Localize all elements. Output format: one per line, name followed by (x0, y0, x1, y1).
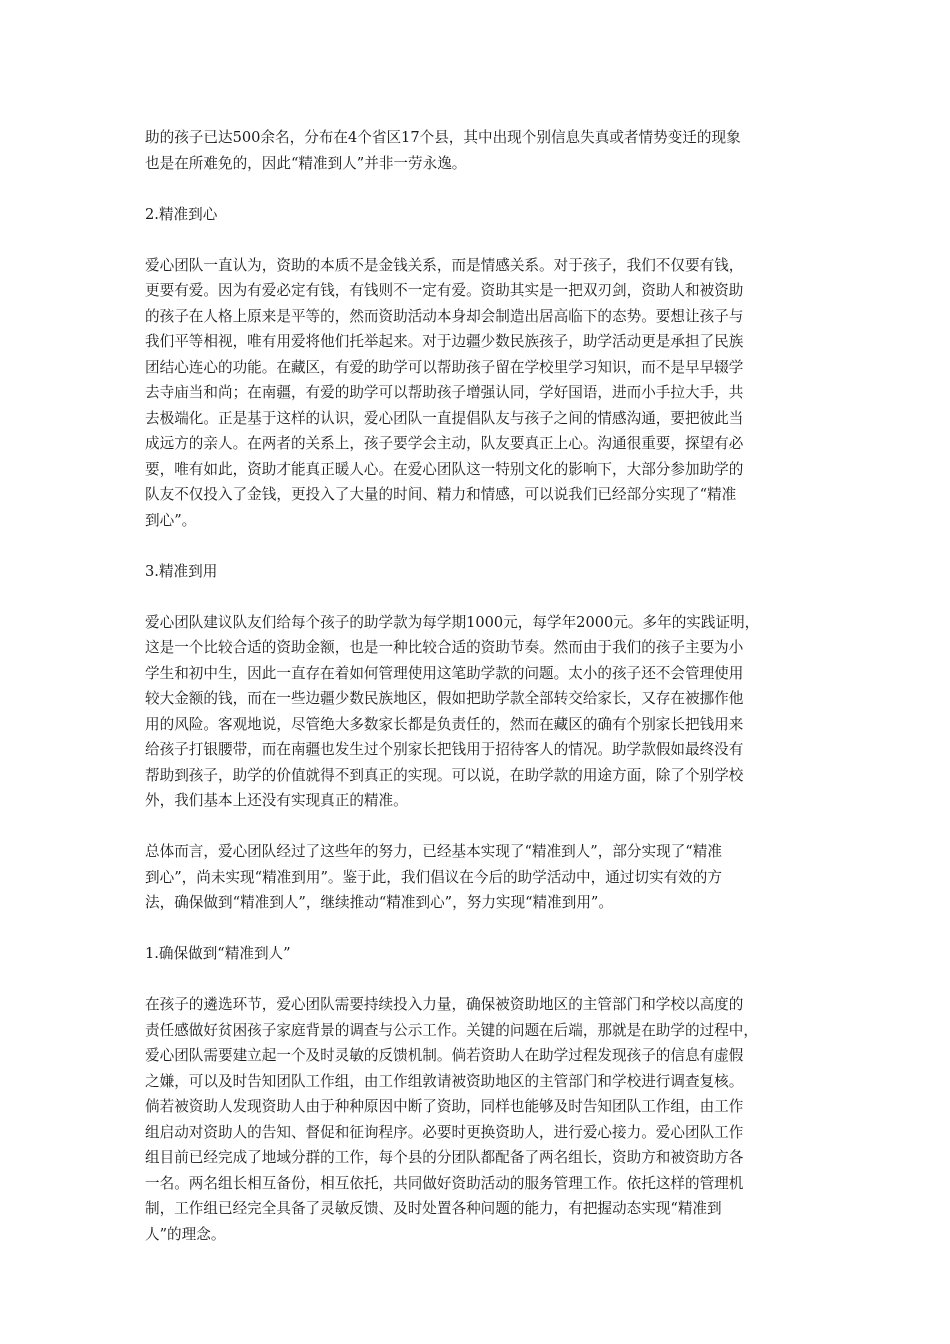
section-heading-precise-to-heart: 2.精准到心 (145, 205, 218, 223)
paragraph-precise-to-use: 爱心团队建议队友们给每个孩子的助学款为每学期1000元，每学年2000元。多年的实践证明， 这是一个比较合适的资助金额，也是一种比较合适的资助节奏。然而由于我们的孩子主要为小 学生和初中生，因此一直存在着如何管理使用这笔助学款的问题。太小的孩子还不会管理使用 较大金额的钱，而在一些边疆少数民族地区，假如把助学款全部转交给家长，又存在被挪作他 用的风险。客观地说，尽管绝大多数家长都是负责任的，然而在藏区的确有个别家长把钱用来 给孩子打银腰带，而在南疆也发生过个别家长把钱用于招待客人的情况。助学款假如最终没有 帮助到孩子，助学的价值就得不到真正的实现。可以说，在助学款的用途方面，除了个别学校 外，我们基本上还没有实现真正的精准。 (145, 613, 760, 809)
paragraph-summary: 总体而言，爱心团队经过了这些年的努力，已经基本实现了“精准到人”，部分实现了“精准 到心”，尚未实现“精准到用”。鉴于此，我们倡议在今后的助学活动中，通过切实有效的方 法，确保做到“精准到人”，继续推动“精准到心”，努力实现“精准到用”。 (145, 843, 722, 911)
paragraph-ensure-precise-to-person: 在孩子的遴选环节，爱心团队需要持续投入力量，确保被资助地区的主管部门和学校以高度的 责任感做好贫困孩子家庭背景的调查与公示工作。关键的问题在后端，那就是在助学的过程中， 爱心团队需要建立起一个及时灵敏的反馈机制。倘若资助人在助学过程发现孩子的信息有虚假 之嫌，可以及时告知团队工作组，由工作组敦请被资助地区的主管部门和学校进行调查复核。 倘若被资助人发现资助人由于种种原因中断了资助，同样也能够及时告知团队工作组，由工作 组启动对资助人的告知、督促和征询程序。必要时更换资助人，进行爱心接力。爱心团队工作 组目前已经完成了地域分群的工作，每个县的分团队都配备了两名组长，资助方和被资助方各 一名。两名组长相互备份，相互依托，共同做好资助活动的服务管理工作。依托这样的管理机 制，工作组已经完全具备了灵敏反馈、及时处置各种问题的能力，有把握动态实现“精准到 人”的理念。 (145, 996, 758, 1243)
paragraph-intro-continued: 助的孩子已达500余名，分布在4个省区17个县，其中出现个别信息失真或者情势变迁的现象 也是在所难免的，因此“精准到人”并非一劳永逸。 (145, 129, 741, 172)
document-body (145, 125, 810, 1273)
section-heading-ensure-precise-to-person: 1.确保做到“精准到人” (145, 945, 291, 962)
paragraph-precise-to-heart: 爱心团队一直认为，资助的本质不是金钱关系，而是情感关系。对于孩子，我们不仅要有钱， 更要有爱。因为有爱必定有钱，有钱则不一定有爱。资助其实是一把双刃剑，资助人和被资助 的孩子在人格上原来是平等的，然而资助活动本身却会制造出居高临下的态势。要想让孩子与 我们平等相视，唯有用爱将他们托举起来。对于边疆少数民族孩子，助学活动更是承担了民族 团结心连心的功能。在藏区，有爱的助学可以帮助孩子留在学校里学习知识，而不是早早辍学 去寺庙当和尚；在南疆，有爱的助学可以帮助孩子增强认同，学好国语，进而小手拉大手，共 去极端化。正是基于这样的认识，爱心团队一直提倡队友与孩子之间的情感沟通，要把彼此当 成远方的亲人。在两者的关系上，孩子要学会主动，队友要真正上心。沟通很重要，探望有必 要，唯有如此，资助才能真正暖人心。在爱心团队这一特别文化的影响下，大部分参加助学的 队友不仅投入了金钱，更投入了大量的时间、精力和情感，可以说我们已经部分实现了“精准 到心”。 (145, 256, 744, 529)
section-heading-precise-to-use: 3.精准到用 (145, 562, 218, 580)
